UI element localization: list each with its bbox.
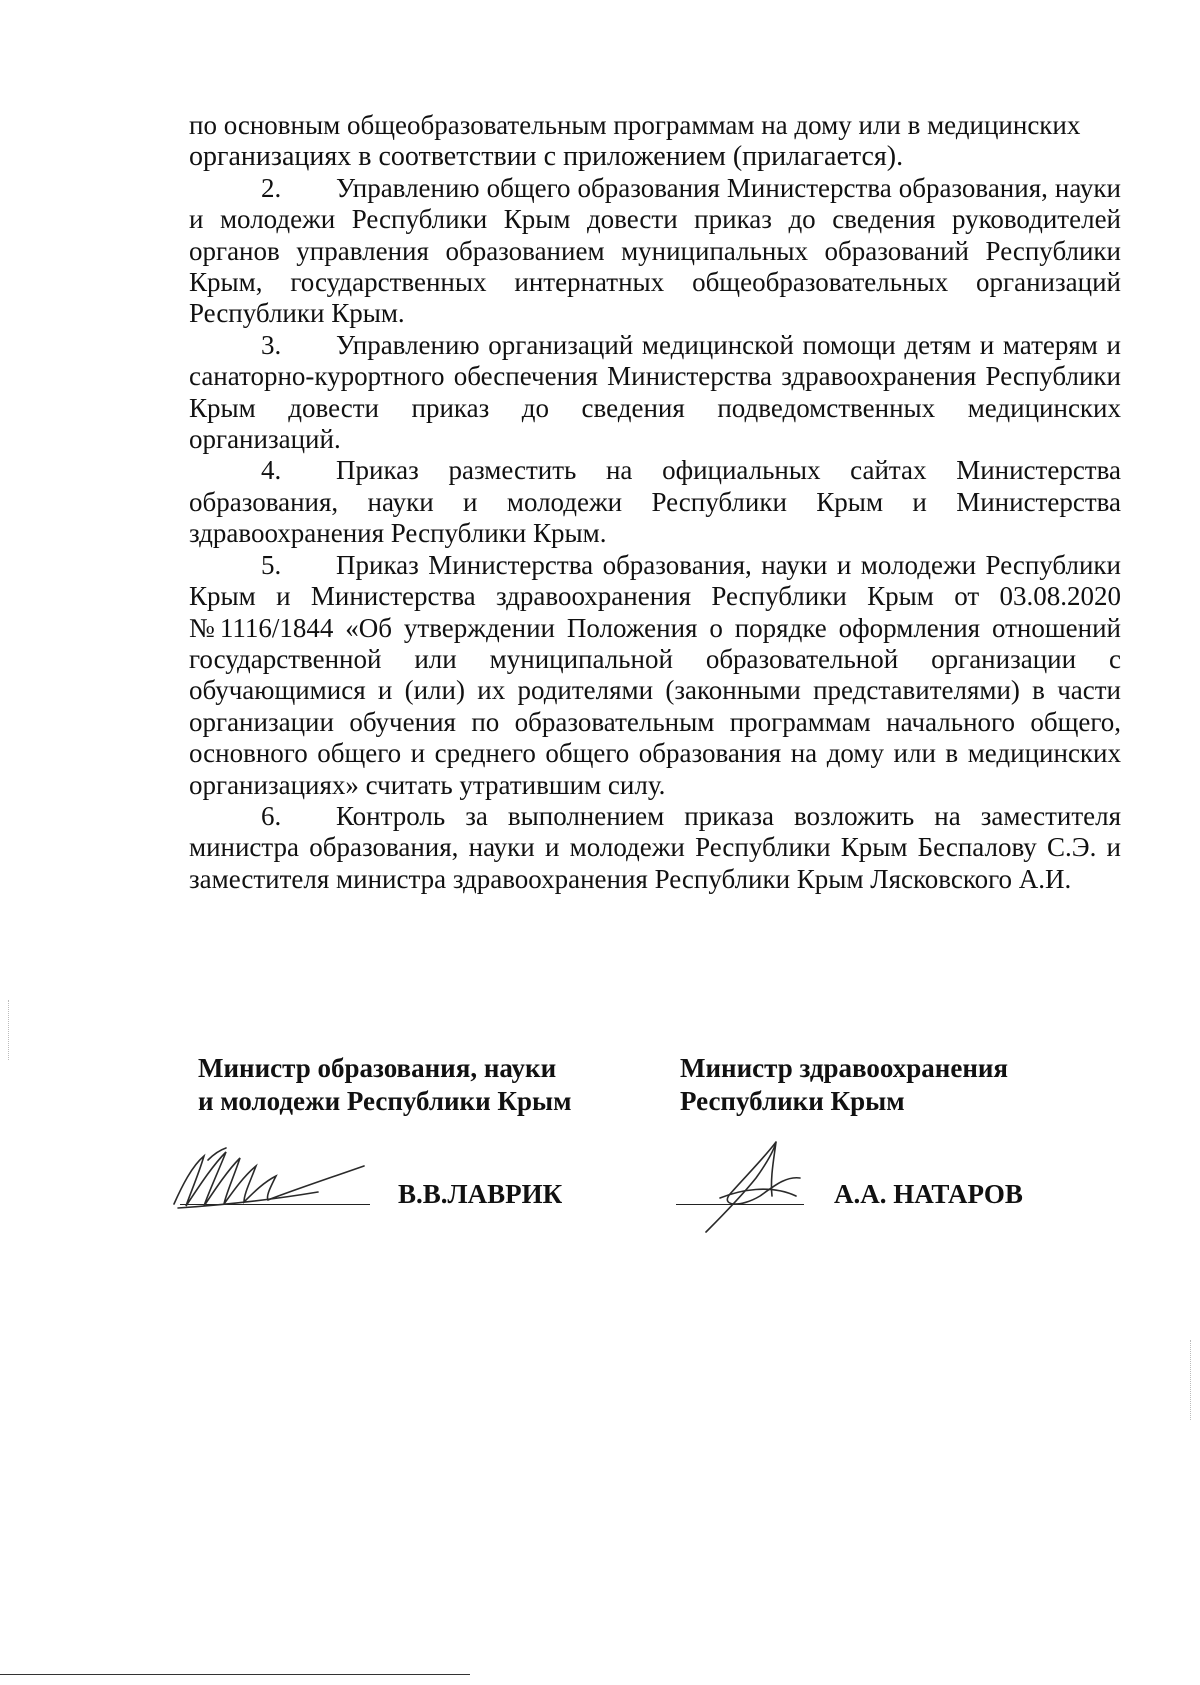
item-3 [189,330,1121,456]
item-text: Приказ разместить на официальных сайтах Министерства образования, науки и молодежи Республики Крым и Министерства здравоохранения Республики Крым. [189,455,1121,549]
item-4 [189,455,1121,549]
continuation-line-2: организациях в соответствии с приложением (прилагается). [189,141,904,173]
item-text: Управлению общего образования Министерства образования, науки и молодежи Республики Крым довести приказ до сведения руководителей органов управления образованием муниципальных образований Республики Крым, государственных интернатных общеобразовательных организаций Республики Крым. [189,172,1121,329]
right-signatory-title [680,1052,1008,1118]
footer-rule [0,1674,470,1675]
right-handwritten-signature [700,1138,810,1238]
item-number: 5. [261,549,282,580]
order-body [189,110,1121,895]
item-number: 4. [261,455,282,486]
item-number: 6. [261,800,282,831]
item-6 [189,801,1121,895]
continuation-line-1: по основным общеобразовательным программам на дому или в медицинских [189,110,1081,140]
item-text: Управлению организаций медицинской помощи детям и матерям и санаторно-курортного обеспечения Министерства здравоохранения Республики Крым довести приказ до сведения подведомственных медицинских организаций. [189,329,1121,455]
item-2 [189,173,1121,330]
scan-margin-mark-right [1190,1340,1192,1420]
item-text: Приказ Министерства образования, науки и молодежи Республики Крым и Министерства здравоохранения Республики Крым от 03.08.2020 №1116/1844 «Об утверждении Положения о порядке оформления отношений государственной или муниципальной образовательной организации с обучающимися и (или) их родителями (законными представителями) в части организации обучения по образовательным программам начального общего, основного общего и среднего общего образования на дому или в медицинских организациях» считать утратившим силу. [189,549,1121,800]
left-signatory-title [198,1052,571,1118]
item-number: 2. [261,172,282,203]
continuation-paragraph [189,110,1121,173]
scan-margin-mark [8,1000,10,1060]
left-title-line-2: и молодежи Республики Крым [198,1086,572,1116]
left-title-line-1: Министр образования, науки [198,1053,557,1083]
right-title-line-1: Министр здравоохранения [680,1053,1009,1083]
right-signatory-name: А.А. НАТАРОВ [834,1179,1023,1209]
right-title-line-2: Республики Крым [680,1086,905,1116]
item-text: Контроль за выполнением приказа возложить на заместителя министра образования, науки и молодежи Республики Крым Беспалову С.Э. и заместителя министра здравоохранения Республики Крым Лясковского А.И. [189,800,1121,894]
left-signatory-name: В.В.ЛАВРИК [398,1179,563,1209]
left-handwritten-signature [168,1136,378,1216]
item-5 [189,550,1121,801]
item-number: 3. [261,329,282,360]
